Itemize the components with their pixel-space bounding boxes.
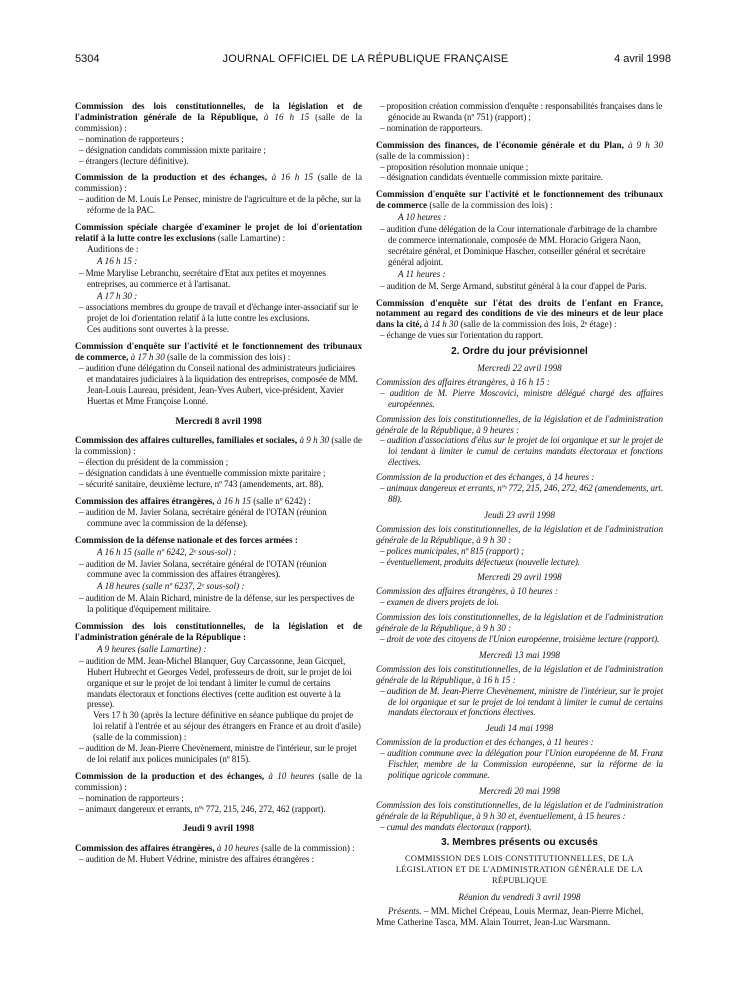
section-etrangeres-2-cont [376, 101, 663, 134]
list-item: – Mme Marylise Lebranchu, secrétaire d'Etat aux petites et moyennes entreprises, au commerce et à l'artisanat. [79, 267, 326, 289]
list-item: – étrangers (lecture définitive). [79, 155, 189, 166]
date-heading: Jeudi 23 avril 1998 [484, 509, 555, 520]
page-number: 5304 [75, 53, 100, 65]
section-lois-2: Commission des lois constitutionnelles, de la législation et de l'administration générale de la République : A 9 heures (salle Lamartine) : – audition de MM. Jean-Michel Blanquer, Guy Carcassonne, Jean Gicquel, Hubert Hubrecht et Georges Vedel, professeurs de droit, sur le projet de loi organique et sur le projet de loi tendant à limiter le cumul de certains mandats électoraux et fonctions électives (cette audition est ouverte à la presse). Vers 17 h 30 (après la lecture définitive en séance publique du projet de loi relatif à l'entrée et au séjour des étrangers en France et au droit d'asile) (salle de la commission) : – audition de M. Jean-Pierre Chevènement, ministre de l'intérieur, sur le projet de loi relatif aux polices municipales (nº 815). [75, 621, 362, 764]
list-item: – élection du président de la commission ; [79, 457, 229, 468]
date-heading: Mercredi 22 avril 1998 [477, 363, 562, 374]
agenda-item: Commission des affaires étrangères, à 10 heures : – examen de divers projets de loi. [376, 586, 558, 608]
date-heading: Mercredi 20 mai 1998 [479, 785, 560, 796]
list-item: – nomination de rapporteurs ; [79, 792, 184, 803]
section-heading-agenda: 2. Ordre du jour prévisionnel [451, 346, 588, 358]
day-heading: Mercredi 8 avril 1998 [175, 416, 262, 427]
list-item: – audition de M. Javier Solana, secrétaire général de l'OTAN (réunion commune avec la commission des affaires étrangères). [79, 558, 327, 580]
section-heading-members: 3. Membres présents ou excusés [441, 837, 598, 849]
list-item: – audition de M. Serge Armand, substitut général à la cour d'appel de Paris. [380, 280, 647, 291]
section-production-1: Commission de la production et des échanges, à 16 h 15 (salle de la commission) : – audition de M. Louis Le Pensec, ministre de l'agriculture et de la pêche, sur la réforme de la PAC. [75, 172, 362, 216]
section-etrangeres-2: Commission des affaires étrangères, à 10 heures (salle de la commission) : – audition de M. Hubert Védrine, ministre des affaires étrangères : [75, 843, 362, 865]
list-item: – audition de MM. Jean-Michel Blanquer, Guy Carcassonne, Jean Gicquel, Hubert Hubrecht et Georges Vedel, professeurs de droit, sur le projet de loi organique et sur le projet de loi tendant à limiter le cumul de certains mandats électoraux et fonctions électives (cette audition est ouverte à la presse). [79, 655, 352, 710]
list-item: – audition de M. Louis Le Pensec, ministre de l'agriculture et de la pêche, sur la réforme de la PAC. [79, 194, 361, 216]
section-lois-1: Commission des lois constitutionnelles, de la législation et de l'administration générale de la République, à 16 h 15 (salle de la commission) : – nomination de rapporteurs ; – désignation candidats commission mixte paritaire ; – étrangers (lecture définitive). [75, 101, 363, 166]
date-heading: Mercredi 29 avril 1998 [477, 572, 562, 583]
section-defense: Commission de la défense nationale et des forces armées : A 16 h 15 (salle nº 6242, 2ᵉ sous-sol) : – audition de M. Javier Solana, secrétaire général de l'OTAN (réunion commune avec la commission des affaires étrangères). A 18 heures (salle nº 6237, 2ᵉ sous-sol) : – audition de M. Alain Richard, ministre de la défense, sur les perspectives de la politique d'équipement militaire. [75, 535, 362, 615]
date-heading: Jeudi 14 mai 1998 [485, 723, 554, 734]
section-culturelles: Commission des affaires culturelles, familiales et sociales, à 9 h 30 (salle de la commission) : – élection du président de la commission ; – désignation candidats à une éventuelle commission mixte paritaire ; – sécurité sanitaire, deuxième lecture, nº 743 (amendements, art. 88). [75, 435, 362, 490]
list-item: – nomination de rapporteurs. [380, 122, 483, 133]
reunion-date: Réunion du vendredi 3 avril 1998 [458, 892, 581, 903]
section-etrangeres-1: Commission des affaires étrangères, à 16 h 15 (salle nº 6242) : – audition de M. Javier Solana, secrétaire général de l'OTAN (réunion commune avec la commission de la défense). [75, 496, 362, 529]
agenda-item: Commission des lois constitutionnelles, de la législation et de l'administration générale de la République, à 16 h 15 : – audition de M. Jean-Pierre Chevènement, ministre de l'intérieur, sur le projet de loi organique et sur le projet de loi tendant à limiter le cumul de certains mandats électoraux et fonctions électives. [376, 663, 663, 718]
section-exclusions: Commission spéciale chargée d'examiner le projet de loi d'orientation relatif à la lutte contre les exclusions (salle Lamartine) : Auditions de : A 16 h 15 : – Mme Marylise Lebranchu, secrétaire d'Etat aux petites et moyennes entreprises, au commerce et à l'artisanat. A 17 h 30 : – associations membres du groupe de travail et d'échange inter-associatif sur le projet de loi d'orientation relatif à la lutte contre les exclusions. Ces auditions sont ouvertes à la presse. [75, 222, 362, 335]
section-tribunaux-1: Commission d'enquête sur l'activité et le fonctionnement des tribunaux de commerce, à 17 h 30 (salle de la commission des lois) : – audition d'une délégation du Conseil national des administrateurs judiciaires et mandataires judiciaires à la liquidation des entreprises, composée de MM. Jean-Louis Laureau, président, Jean-Yves Aubert, vice-président, Xavier Huertas et Mme Françoise Lonné. [75, 341, 362, 406]
agenda-item: Commission des lois constitutionnelles, de la législation et de l'administration générale de la République, à 9 heures : – audition d'associations d'élus sur le projet de loi organique et sur le projet de loi tendant à limiter le cumul de certains mandats électoraux et fonctions électives. [376, 413, 664, 468]
date-heading: Mercredi 13 mai 1998 [479, 649, 560, 660]
agenda-item: Commission de la production et des échanges, à 14 heures : – animaux dangereux et errants, nºˢ 772, 215, 246, 272, 462 (amendements, art. 88). [376, 472, 663, 504]
journal-title: JOURNAL OFFICIEL DE LA RÉPUBLIQUE FRANÇAISE [222, 53, 509, 65]
list-item: – audition de M. Hubert Védrine, ministre des affaires étrangères : [79, 854, 314, 865]
list-item: – désignation candidats éventuelle commission mixte paritaire. [380, 172, 603, 183]
list-item: – nomination de rapporteurs ; [79, 133, 184, 144]
agenda-item: Commission des lois constitutionnelles, de la législation et de l'administration générale de la République, à 9 h 30 et, éventuellement, à 15 heures : – cumul des mandats électoraux (rapport). [376, 799, 663, 832]
list-item: – audition de M. Jean-Pierre Chevènement, ministre de l'intérieur, sur le projet de loi relatif aux polices municipales (nº 815). [79, 743, 357, 764]
list-item: – audition de M. Alain Richard, ministre de la défense, sur les perspectives de la politique d'équipement militaire. [79, 593, 355, 615]
presents-list: Présents. – MM. Michel Crépeau, Louis Mermaz, Jean-Pierre Michel, Mme Catherine Tasca, MM. Alain Tourret, Jean-Luc Warsmann. [376, 906, 644, 927]
left-column [75, 101, 362, 871]
issue-date: 4 avril 1998 [614, 53, 671, 65]
list-item: – désignation candidats à une éventuelle commission mixte paritaire ; [79, 468, 326, 479]
section-enfant: Commission d'enquête sur l'état des droits de l'enfant en France, notamment au regard des conditions de vie des mineurs et de leur place dans la cité, à 14 h 30 (salle de la commission des lois, 2ᵉ étage) : – échange de vues sur l'orientation du rapport. [376, 297, 663, 341]
section-production-2: Commission de la production et des échanges, à 10 heures (salle de la commission) : – nomination de rapporteurs ; – animaux dangereux et errants, nºˢ 772, 215, 246, 272, 462 (rapport). [75, 770, 362, 814]
list-item: – proposition création commission d'enquête : responsabilités françaises dans le génocide au Rwanda (nº 751) (rapport) ; [380, 101, 663, 122]
list-item: – audition de M. Javier Solana, secrétaire général de l'OTAN (réunion commune avec la commission de la défense). [79, 506, 327, 528]
list-item: – échange de vues sur l'orientation du rapport. [380, 330, 544, 341]
section-finances: Commission des finances, de l'économie générale et du Plan, à 9 h 30 (salle de la commission) : – proposition résolution monnaie unique ; – désignation candidats éventuelle commission mixte paritaire. [376, 139, 663, 183]
section-tribunaux-2: Commission d'enquête sur l'activité et le fonctionnement des tribunaux de commerce (salle de la commission des lois) : A 10 heures : – audition d'une délégation de la Cour internationale d'arbitrage de la chambre de commerce internationale, composée de MM. Horacio Grigera Naon, secrétaire général, et Dominique Hascher, conseiller général et secrétaire général adjoint. A 11 heures : – audition de M. Serge Armand, substitut général à la cour d'appel de Paris. [376, 189, 663, 291]
agenda-item: Commission des affaires étrangères, à 16 h 15 : – audition de M. Pierre Moscovici, ministre délégué chargé des affaires européennes. [376, 376, 664, 409]
agenda-item: Commission des lois constitutionnelles, de la législation et de l'administration générale de la République, à 9 h 30 : – droit de vote des citoyens de l'Union européenne, troisième lecture (rapport). [376, 612, 663, 644]
list-item: – sécurité sanitaire, deuxième lecture, nº 743 (amendements, art. 88). [79, 479, 324, 490]
agenda-item: Commission de la production et des échanges, à 11 heures : – audition commune avec la délégation pour l'Union européenne de M. Franz Fischler, membre de la Commission européenne, sur la réforme de la politique agricole commune. [376, 737, 663, 780]
list-item: – proposition résolution monnaie unique ; [380, 161, 529, 172]
list-item: – audition d'une délégation du Conseil national des administrateurs judiciaires et mandataires judiciaires à la liquidation des entreprises, composée de MM. Jean-Louis Laureau, président, Jean-Yves Aubert, vice-président, Xavier Huertas et Mme Françoise Lonné. [79, 362, 358, 406]
list-item: – audition d'une délégation de la Cour internationale d'arbitrage de la chambre de commerce internationale, composée de MM. Horacio Grigera Naon, secrétaire général, et Dominique Hascher, conseiller général et secrétaire général adjoint. [380, 224, 657, 267]
right-column [376, 101, 663, 928]
commission-caps-title: COMMISSION DES LOIS CONSTITUTIONNELLES, DE LA LÉGISLATION ET DE L'ADMINISTRATION GÉNÉRALE DE LA RÉPUBLIQUE [395, 854, 644, 886]
list-item: – désignation candidats commission mixte paritaire ; [79, 144, 266, 155]
list-item: – associations membres du groupe de travail et d'échange inter-associatif sur le projet de loi d'orientation relatif à la lutte contre les exclusions. [79, 302, 359, 324]
agenda-item: Commission des lois constitutionnelles, de la législation et de l'administration générale de la République, à 9 h 30 : – polices municipales, nº 815 (rapport) ; – éventuellement, produits défectueux (nouvelle lecture). [376, 523, 663, 567]
list-item: – animaux dangereux et errants, nºˢ 772, 215, 246, 272, 462 (rapport). [79, 803, 326, 814]
day-heading: Jeudi 9 avril 1998 [182, 824, 255, 835]
